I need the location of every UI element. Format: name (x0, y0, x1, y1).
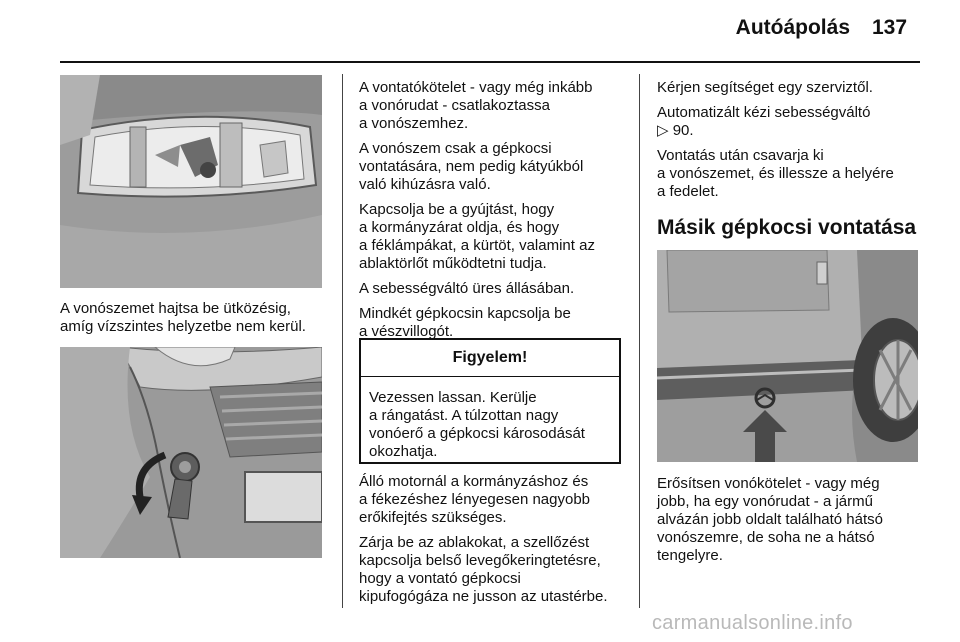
paragraph: A vonószem csak a gépkocsi vontatására, nem pedig kátyúkból való kihúzásra való. (359, 140, 584, 193)
paragraph: Kérjen segítséget egy szerviztől. (657, 79, 873, 96)
watermark: carmanualsonline.info (652, 612, 853, 634)
paragraph: Vontatás után csavarja ki a vonószemet, és illessze a helyére a fedelet. (657, 147, 894, 200)
column-2-text-after (359, 473, 634, 613)
paragraph: Álló motornál a kormányzáshoz és a fékezéshez lényegesen nagyobb erőkifejtés szükséges. (359, 473, 591, 526)
tow-eye-cover-illustration (60, 75, 322, 288)
paragraph: Automatizált kézi sebességváltó ▷ 90. (657, 104, 871, 139)
column-3-text (657, 79, 927, 208)
paragraph: Kapcsolja be a gyújtást, hogy a kormányzárat oldja, és hogy a féklámpákat, a kürtöt, valamint az ablaktörlőt működtetni tudja. (359, 201, 595, 272)
paragraph: A sebességváltó üres állásában. (359, 280, 575, 297)
paragraph: Mindkét gépkocsin kapcsolja be a vészvillogót. (359, 305, 571, 340)
page-number: 137 (872, 16, 908, 39)
paragraph: A vontatókötelet - vagy még inkább a vonórudat - csatlakoztassa a vonószemhez. (359, 79, 593, 132)
column-3-body: Erősítsen vonókötelet - vagy még jobb, ha egy vonórudat - a jármű alvázán jobb oldalt található hátsó vonószemre, de soha ne a hátsó tengelyre. (657, 475, 883, 564)
warning-box (359, 338, 621, 464)
column-2-text (359, 79, 629, 348)
header-rule (60, 61, 920, 63)
running-header-title: Autóápolás (735, 16, 850, 39)
tow-eye-installed-illustration (60, 347, 322, 558)
column-divider-1 (342, 74, 343, 608)
warning-text: Vezessen lassan. Kerülje a rángatást. A túlzottan nagy vonóerő a gépkocsi károsodását okozhatja. (369, 389, 585, 460)
rear-tow-eye-illustration (657, 250, 918, 462)
image-caption: A vonószemet hajtsa be ütközésig, amíg vízszintes helyzetbe nem kerül. (60, 300, 306, 335)
paragraph: Zárja be az ablakokat, a szellőzést kapcsolja belső levegőkeringtetésre, hogy a vontató gépkocsi kipufogógáza ne jusson az utastérbe. (359, 534, 608, 605)
warning-title: Figyelem! (361, 340, 619, 377)
column-divider-2 (639, 74, 640, 608)
section-heading: Másik gépkocsi vontatása (657, 216, 917, 239)
